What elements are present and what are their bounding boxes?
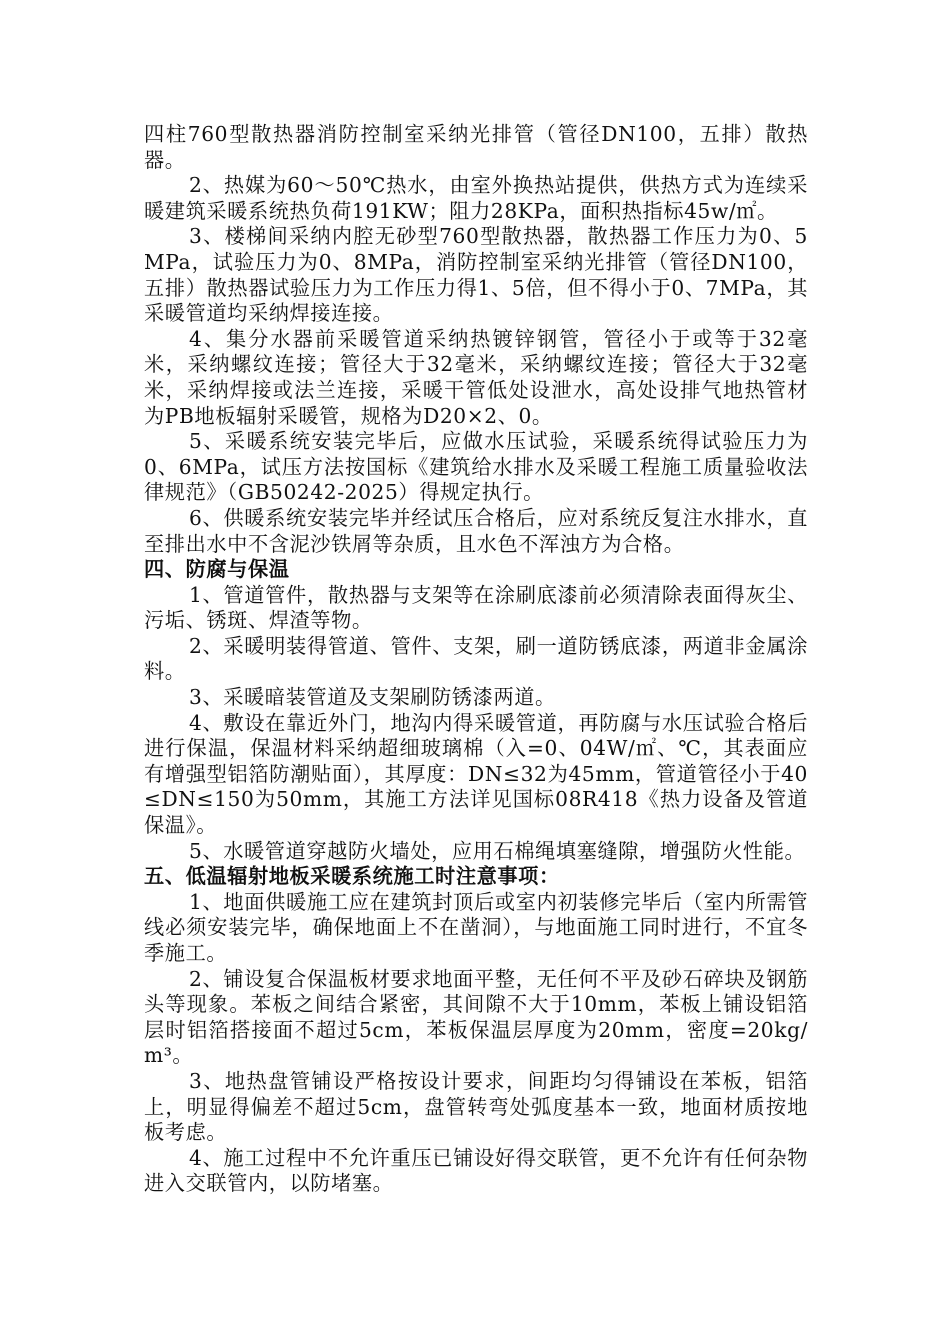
paragraph-construction-timing: 1、地面供暖施工应在建筑封顶后或室内初装修完毕后（室内所需管线必须安装完毕，确保地面上不在凿洞），与地面施工同时进行，不宜冬季施工。 [144, 889, 808, 965]
paragraph-exposed-paint: 2、采暖明装得管道、管件、支架，刷一道防锈底漆，两道非金属涂料。 [144, 633, 808, 684]
paragraph-pressure-test: 5、采暖系统安装完毕后，应做水压试验，采暖系统得试验压力为0、6MPa，试压方法按国标《建筑给水排水及采暖工程施工质量验收法律规范》（GB50242-2025）得规定执行。 [144, 429, 808, 505]
paragraph-concealed-paint: 3、采暖暗装管道及支架刷防锈漆两道。 [189, 685, 556, 710]
document-body [144, 122, 808, 1197]
section-heading-anticorrosion: 四、防腐与保温 [144, 557, 290, 582]
paragraph-firewall: 5、水暖管道穿越防火墙处，应用石棉绳填塞缝隙，增强防火性能。 [189, 838, 806, 863]
paragraph-radiator-intro: 四柱760型散热器消防控制室采纳光排管（管径DN100，五排）散热器。 [144, 122, 808, 172]
paragraph-pipe-material: 4、集分水器前采暖管道采纳热镀锌钢管，管径小于或等于32毫米，采纳螺纹连接；管径大于32毫米，采纳螺纹连接；管径大于32毫米，采纳焊接或法兰连接，采暖干管低处设泄水，高处设排气地热管材为PB地板辐射采暖管，规格为D20×2、0。 [144, 326, 808, 428]
paragraph-insulation: 4、敷设在靠近外门，地沟内得采暖管道，再防腐与水压试验合格后进行保温，保温材料采纳超细玻璃棉（入=0、04W/㎡、℃，其表面应有增强型铝箔防潮贴面），其厚度：DN≤32为45mm，管道管径小于40≤DN≤150为50mm，其施工方法详见国标08R418《热力设备及管道保温》。 [144, 710, 808, 838]
paragraph-surface-cleaning: 1、管道管件，散热器与支架等在涂刷底漆前必须清除表面得灰尘、污垢、锈斑、焊渣等物。 [144, 582, 808, 633]
paragraph-coil-laying: 3、地热盘管铺设严格按设计要求，间距均匀得铺设在苯板，铝箔上，明显得偏差不超过5cm，盘管转弯处弧度基本一致，地面材质按地板考虑。 [144, 1068, 808, 1145]
paragraph-stairwell-radiator: 3、楼梯间采纳内腔无砂型760型散热器，散热器工作压力为0、5MPa，试验压力为0、8MPa，消防控制室采纳光排管（管径DN100，五排）散热器试验压力为工作压力得1、5倍，但不得小于0、7MPa，其采暖管道均采纳焊接连接。 [144, 224, 808, 326]
paragraph-heat-medium: 2、热媒为60～50℃热水，由室外换热站提供，供热方式为连续采暖建筑采暖系统热负荷191KW；阻力28KPa，面积热指标45w/㎡。 [144, 173, 808, 223]
paragraph-insulation-board: 2、铺设复合保温板材要求地面平整，无任何不平及砂石碎块及钢筋头等现象。苯板之间结合紧密，其间隙不大于10mm，苯板上铺设铝箔层时铝箔搭接面不超过5cm，苯板保温层厚度为20mm，密度=20kg/m³。 [144, 966, 808, 1068]
paragraph-flushing: 6、供暖系统安装完毕并经试压合格后，应对系统反复注水排水，直至排出水中不含泥沙铁屑等杂质，且水色不浑浊方为合格。 [144, 505, 808, 556]
paragraph-pipe-protection: 4、施工过程中不允许重压已铺设好得交联管，更不允许有任何杂物进入交联管内，以防堵塞。 [144, 1145, 808, 1196]
section-heading-floor-heating: 五、低温辐射地板采暖系统施工时注意事项： [144, 864, 560, 889]
